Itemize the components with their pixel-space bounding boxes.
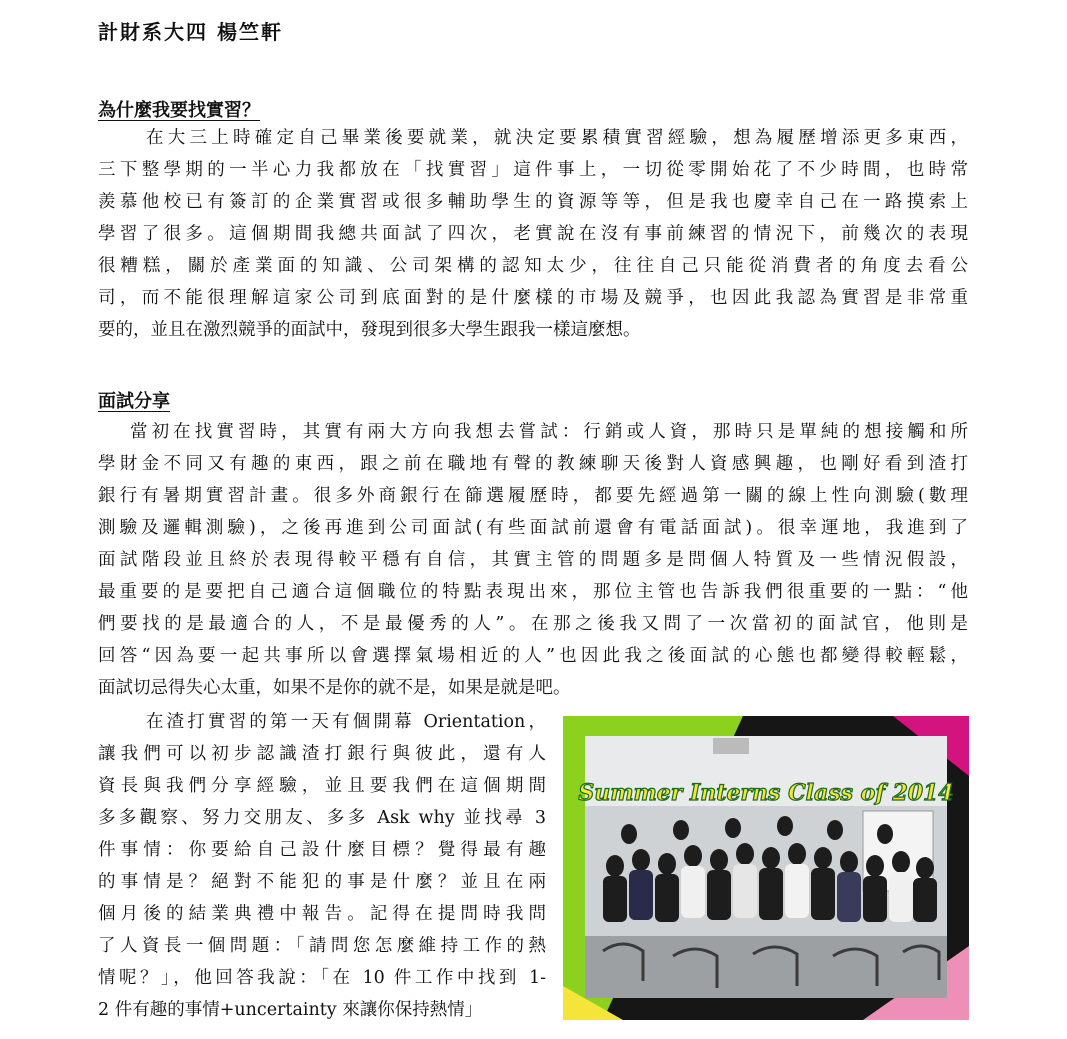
section-heading-why-internship: 為什麼我要找實習？ xyxy=(98,100,260,121)
room-floor xyxy=(585,936,947,998)
paragraph-interview-sharing xyxy=(98,416,968,704)
paragraph-line: 情呢？」，他回答我說：「在 10 件工作中找到 1- xyxy=(98,968,546,988)
paragraph-line: 了人資長一個問題：「請問您怎麼維持工作的熱 xyxy=(98,936,546,956)
paragraph-line: 三下整學期的一半心力我都放在「找實習」這件事上，一切從零開始花了不少時間，也時常 xyxy=(98,160,968,180)
paragraph-line: 羨慕他校已有簽訂的企業實習或很多輔助學生的資源等等，但是我也慶幸自己在一路摸索上 xyxy=(98,192,968,212)
paragraph-line: 回答“因為要一起共事所以會選擇氣場相近的人”也因此我之後面試的心態也都變得較輕鬆， xyxy=(98,646,968,666)
paragraph-line: 2 件有趣的事情+uncertainty 來讓你保持熱情」 xyxy=(98,1000,483,1020)
paragraph-line: 要的，並且在激烈競爭的面試中，發現到很多大學生跟我一樣這麼想。 xyxy=(98,320,641,340)
paragraph-orientation xyxy=(98,706,546,1026)
paragraph-line: 的事情是？絕對不能犯的事是什麼？並且在兩 xyxy=(98,872,546,892)
paragraph-line: 個月後的結業典禮中報告。記得在提問時我問 xyxy=(98,904,546,924)
paragraph-line: 讓我們可以初步認識渣打銀行與彼此，還有人 xyxy=(98,744,546,764)
paragraph-line: 多多觀察、努力交朋友、多多 Ask why 並找尋 3 xyxy=(98,808,546,828)
paragraph-line: 測驗及邏輯測驗)，之後再進到公司面試(有些面試前還會有電話面試)。很幸運地，我進到了 xyxy=(98,518,968,538)
paragraph-line: 在渣打實習的第一天有個開幕 Orientation， xyxy=(146,712,546,732)
paragraph-line: 在大三上時確定自己畢業後要就業，就決定要累積實習經驗，想為履歷增添更多東西， xyxy=(146,128,968,148)
paragraph-line: 當初在找實習時，其實有兩大方向我想去嘗試：行銷或人資，那時只是單純的想接觸和所 xyxy=(130,422,968,442)
group-photo xyxy=(563,716,969,1020)
ceiling-projector xyxy=(713,738,749,754)
section-heading-interview-sharing: 面試分享 xyxy=(98,391,170,412)
paragraph-line: 很糟糕，關於產業面的知識、公司架構的認知太少，往往自己只能從消費者的角度去看公 xyxy=(98,256,968,276)
paragraph-line: 學財金不同又有趣的東西，跟之前在職地有聲的教練聊天後對人資感興趣，也剛好看到渣打 xyxy=(98,454,968,474)
photo-caption: Summer Interns Class of 2014 xyxy=(578,780,954,806)
paragraph-line: 件事情：你要給自己設什麼目標？覺得最有趣 xyxy=(98,840,546,860)
paragraph-line: 面試切忌得失心太重，如果不是你的就不是，如果是就是吧。 xyxy=(98,678,571,698)
paragraph-line: 最重要的是要把自己適合這個職位的特點表現出來，那位主管也告訴我們很重要的一點：“他 xyxy=(98,582,968,602)
paragraph-line: 司，而不能很理解這家公司到底面對的是什麼樣的市場及競爭，也因此我認為實習是非常重 xyxy=(98,288,968,308)
paragraph-why-internship xyxy=(98,122,968,346)
paragraph-line: 銀行有暑期實習計畫。很多外商銀行在篩選履歷時，都要先經過第一關的線上性向測驗(數理 xyxy=(98,486,968,506)
paragraph-line: 資長與我們分享經驗，並且要我們在這個期間 xyxy=(98,776,546,796)
paragraph-line: 學習了很多。這個期間我總共面試了四次，老實說在沒有事前練習的情況下，前幾次的表現 xyxy=(98,224,968,244)
paragraph-line: 們要找的是最適合的人，不是最優秀的人”。在那之後我又問了一次當初的面試官，他則是 xyxy=(98,614,968,634)
group-photo-illustration xyxy=(563,716,969,1020)
paragraph-line: 面試階段並且終於表現得較平穩有自信，其實主管的問題多是問個人特質及一些情況假設， xyxy=(98,550,968,570)
author-line: 計財系大四 楊竺軒 xyxy=(98,20,283,44)
